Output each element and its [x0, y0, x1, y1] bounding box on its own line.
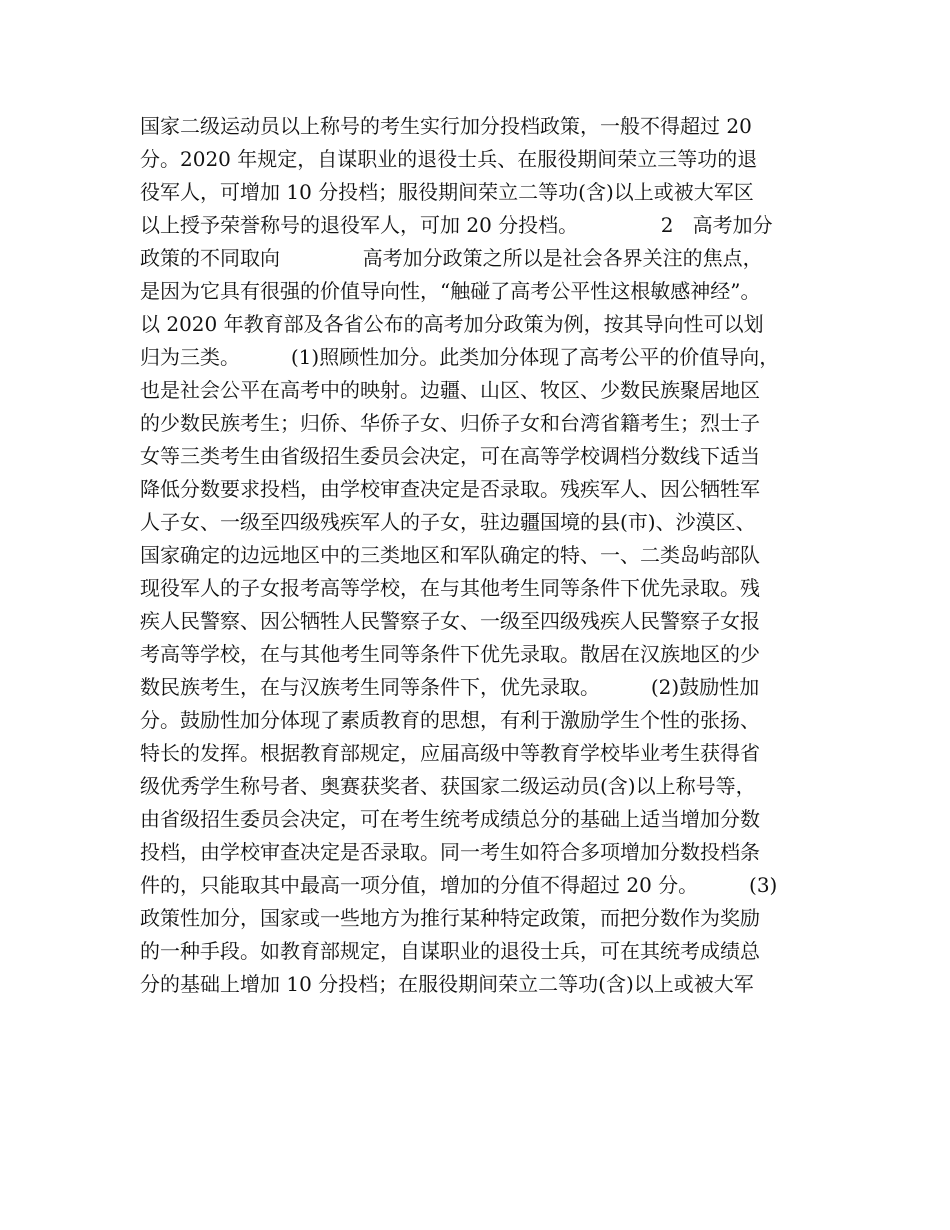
text-line: 级优秀学生称号者、奥赛获奖者、获国家二级运动员(含)以上称号等， [140, 774, 756, 798]
text-line: 考高等学校，在与其他考生同等条件下优先录取。散居在汉族地区的少 [140, 642, 760, 666]
text-line: 政策的不同取向 高考加分政策之所以是社会各界关注的焦点， [140, 246, 763, 270]
text-line: 役军人，可增加 10 分投档；服役期间荣立二等功(含)以上或被大军区 [140, 180, 754, 204]
text-line: 以上授予荣誉称号的退役军人，可加 20 分投档。 2 高考加分 [140, 213, 773, 237]
text-line: 分。鼓励性加分体现了素质教育的思想，有利于激励学生个性的张扬、 [140, 708, 760, 732]
text-line: 数民族考生，在与汉族考生同等条件下，优先录取。 (2)鼓励性加 [140, 675, 760, 699]
text-line: 降低分数要求投档，由学校审查决定是否录取。残疾军人、因公牺牲军 [140, 477, 760, 501]
body-text [140, 110, 830, 1001]
text-line: 政策性加分，国家或一些地方为推行某种特定政策，而把分数作为奖励 [140, 906, 760, 930]
text-line: 分。2020 年规定，自谋职业的退役士兵、在服役期间荣立三等功的退 [140, 147, 758, 171]
text-line: 的少数民族考生；归侨、华侨子女、归侨子女和台湾省籍考生；烈士子 [140, 411, 760, 435]
text-line: 件的，只能取其中最高一项分值，增加的分值不得超过 20 分。 (3) [140, 873, 778, 897]
text-line: 人子女、一级至四级残疾军人的子女，驻边疆国境的县(市)、沙漠区、 [140, 510, 756, 534]
text-line: 由省级招生委员会决定，可在考生统考成绩总分的基础上适当增加分数 [140, 807, 760, 831]
text-line: 女等三类考生由省级招生委员会决定，可在高等学校调档分数线下适当 [140, 444, 760, 468]
text-line: 归为三类。 (1)照顾性加分。此类加分体现了高考公平的价值导向， [140, 345, 780, 369]
text-line: 分的基础上增加 10 分投档；在服役期间荣立二等功(含)以上或被大军 [140, 972, 754, 996]
text-line: 现役军人的子女报考高等学校，在与其他考生同等条件下优先录取。残 [140, 576, 760, 600]
text-line: 国家确定的边远地区中的三类地区和军队确定的特、一、二类岛屿部队 [140, 543, 760, 567]
text-line: 的一种手段。如教育部规定，自谋职业的退役士兵，可在其统考成绩总 [140, 939, 760, 963]
text-line: 以 2020 年教育部及各省公布的高考加分政策为例，按其导向性可以划 [140, 312, 764, 336]
text-line: 国家二级运动员以上称号的考生实行加分投档政策，一般不得超过 20 [140, 114, 752, 138]
text-line: 也是社会公平在高考中的映射。边疆、山区、牧区、少数民族聚居地区 [140, 378, 760, 402]
text-line: 是因为它具有很强的价值导向性，“触碰了高考公平性这根敏感神经”。 [140, 279, 761, 303]
text-line: 疾人民警察、因公牺牲人民警察子女、一级至四级残疾人民警察子女报 [140, 609, 760, 633]
text-line: 投档，由学校审查决定是否录取。同一考生如符合多项增加分数投档条 [140, 840, 760, 864]
text-line: 特长的发挥。根据教育部规定，应届高级中等教育学校毕业考生获得省 [140, 741, 760, 765]
